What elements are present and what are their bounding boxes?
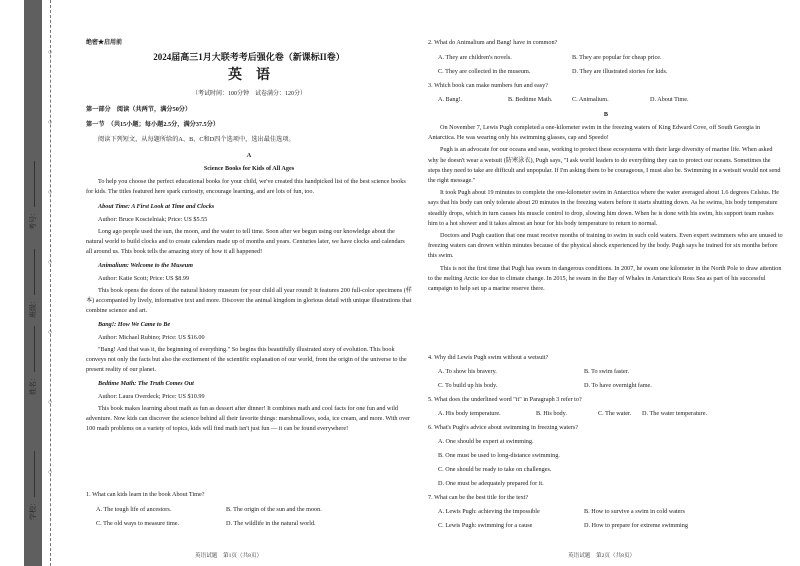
instruction: 阅读下列短文，从每题所给的A、B、C和D四个选项中，选出最佳选项。 <box>98 136 295 143</box>
book-description: "Bang! And that was it, the beginning of everything." So begins this beautifully illustrated story of evolution. This book conveys not only the facts but also the excitement of the scientific explanation of our world, from the origin of the universe to the present reality of our planet. <box>86 345 407 374</box>
intro-paragraph: To help you choose the perfect educational books for your child, we've created this handpicked list of the best science books for kids. The titles featured here spark curiosity, encourage learning, and are lots of fun, too. <box>86 178 406 196</box>
question-stem: 1. What can kids learn in the book About Time? <box>86 491 205 498</box>
section-heading: 第一节 （共15小题；每小题2.5分，满分37.5分） <box>86 121 220 128</box>
option-a[interactable]: A. Bang!. <box>438 96 463 103</box>
exam-title: 2024届高三1月大联考考后强化卷（新课标II卷） <box>153 52 345 62</box>
paragraph: This is not the first time that Pugh has swum in dangerous conditions. In 2007, he swam one kilometer in the North Pole to draw attention to the melting Arctic ice due to climate change. In 2015, he swam in the Bay of Whales in Antarctica's Ross Sea as part of his successful campaign to help set up a marine reserve there. <box>428 264 782 293</box>
option-a[interactable]: A. Lewis Pugh: achieving the impossible <box>438 508 540 515</box>
number-field: 考号： <box>28 190 38 230</box>
passage-body <box>428 123 784 294</box>
question-stem: 2. What do Animalium and Bang! have in common? <box>428 39 558 46</box>
book-author: Author: Bruce Koscielniak; Price: US $5.55 <box>98 215 208 223</box>
book-title: Bedtime Math: The Truth Comes Out <box>98 380 194 388</box>
book-title: Bang!: How We Came to Be <box>98 321 171 329</box>
passage-body <box>86 177 412 434</box>
seal-line <box>50 0 51 566</box>
subject-title: 英 语 <box>228 68 270 83</box>
option-c[interactable]: C. The old ways to measure time. <box>96 520 180 527</box>
option-b[interactable]: B. To swim faster. <box>584 368 629 375</box>
school-field: 学校： <box>28 480 38 520</box>
option-d[interactable]: D. They are illustrated stories for kids. <box>572 68 668 75</box>
name-field: 姓名： <box>28 355 38 395</box>
option-d[interactable]: D. One must be adequately prepared for it. <box>438 480 544 487</box>
option-a[interactable]: A. The tough life of ancestors. <box>96 506 172 513</box>
question-stem: 3. Which book can make numbers fun and easy? <box>428 82 548 89</box>
book-description: This book makes learning about math as fun as dessert after dinner! It combines math and cool facts for one fun and wild adventure. Now kids can discover the science behind all their favorite things: marshmallows, soda, ice cream, and more. With over 100 math problems on a variety of topics, kids will find math isn't just fun — it can be found everywhere! <box>86 404 411 433</box>
option-c[interactable]: C. To build up his body. <box>438 382 498 389</box>
option-c[interactable]: C. One should be ready to take on challenges. <box>438 466 552 473</box>
seal-circle: ○ <box>47 258 53 266</box>
option-d[interactable]: D. About Time. <box>650 96 689 103</box>
option-d[interactable]: D. The wildlife in the natural world. <box>226 520 316 527</box>
option-b[interactable]: B. Bedtime Math. <box>508 96 553 103</box>
book-title: About Time: A First Look at Time and Clocks <box>98 203 215 211</box>
passage-letter: B <box>603 111 609 118</box>
book-author: Author: Laura Overdeck; Price: US $10.99 <box>98 392 205 400</box>
book-author: Author: Katie Scott; Price: US $8.99 <box>98 274 190 282</box>
option-a[interactable]: A. One should be expert at swimming. <box>438 438 534 445</box>
option-c[interactable]: C. Lewis Pugh: swimming for a cause <box>438 522 533 529</box>
option-b[interactable]: B. One must be used to long-distance swimming. <box>438 452 560 459</box>
class-field: 班级： <box>28 278 38 318</box>
option-c[interactable]: C. The water. <box>598 410 632 417</box>
secret-label: 绝密★启用前 <box>86 40 123 46</box>
page-footer: 英语试题 第1页（共8页） <box>195 553 263 559</box>
book-author: Author: Michael Rubino; Price: US $16.00 <box>98 333 205 341</box>
option-a[interactable]: A. His body temperature. <box>438 410 501 417</box>
exam-info: （考试时间：100分钟 试卷满分：120分） <box>191 91 306 97</box>
question-stem: 6. What's Pugh's advice about swimming in freezing waters? <box>428 424 579 431</box>
option-d[interactable]: D. To have overnight fame. <box>584 382 652 389</box>
part-heading: 第一部分 阅读（共两节，满分50分） <box>86 106 192 113</box>
binding-strip <box>0 0 70 566</box>
seal-circle: ○ <box>47 328 53 336</box>
question-stem: 7. What can be the best title for the text? <box>428 494 529 501</box>
paragraph: It took Pugh about 19 minutes to complete the one-kilometer swim in Antarctica where the water averaged about 1.6 degrees Celsius. He says that his body can only tolerate about 20 minutes in the freezing waters before it starts shutting down. As he swims, his body temperature steadily drops, which in turn causes his muscle control to drop, slowing him down. When he is done with his swim, his support team rushes him to a hot shower and it takes almost an hour for his body temperature to return to normal. <box>428 189 780 227</box>
option-b[interactable]: B. The origin of the sun and the moon. <box>226 506 322 513</box>
paragraph: Pugh is an advocate for our oceans and seas, working to protect these ecosystems with their large diversity of marine life. When asked why he doesn't wear a wetsuit (防寒泳衣), Pugh says, "I ask world leaders to do everything they can to protect our oceans. Sometimes the steps they need to take are difficult and unpopular. If I'm asking them to be courageous, I must also be. Swimming in a wetsuit would not send the right message." <box>428 146 781 185</box>
option-d[interactable]: D. The water temperature. <box>642 410 707 417</box>
seal-circle: ○ <box>47 468 53 476</box>
seal-circle: ○ <box>47 118 53 126</box>
book-description: This book opens the doors of the natural history museum for your child all year round! It features 200 full-color specimens (样本) accompanied by lively, informative text and more. Discover the animal kingdom in glorious detail with unique illustrations that combine science and art. <box>86 286 412 315</box>
seal-circle: ○ <box>47 398 53 406</box>
question-stem: 5. What does the underlined word "it" in Paragraph 3 refer to? <box>428 396 582 403</box>
book-title: Animalium: Welcome to the Museum <box>98 262 193 270</box>
option-a[interactable]: A. They are children's novels. <box>438 54 512 61</box>
page-footer: 英语试题 第2页（共8页） <box>568 553 636 559</box>
option-b[interactable]: B. His body. <box>536 410 567 417</box>
passage-letter: A <box>246 152 252 159</box>
book-description: Long ago people used the sun, the moon, and the water to tell time. Soon after we begun using our knowledge about the natural world to build clocks and to create calendars made up of months and years. Centuries later, we have clocks and calendars all around us. This book tells the amazing story of how it all happened! <box>86 227 405 256</box>
question-stem: 4. Why did Lewis Pugh swim without a wetsuit? <box>428 354 549 361</box>
paragraph: On November 7, Lewis Pugh completed a one-kilometer swim in the freezing waters of King Edward Cove, off South Georgia in Antarctica. He was wearing only his swimming glasses, cap and Speedo! <box>428 124 761 142</box>
seal-circle: ○ <box>47 48 53 56</box>
option-d[interactable]: D. How to prepare for extreme swimming <box>584 522 688 529</box>
option-b[interactable]: B. How to survive a swim in cold waters <box>584 508 685 515</box>
option-c[interactable]: C. Animalium. <box>572 96 609 103</box>
paragraph: Doctors and Pugh caution that one must receive months of training to swim in such cold waters. Even expert swimmers who are unused to freezing waters can drown within minutes because of the physical shock experienced by the body. Pugh says he trained for six months before this swim. <box>428 232 783 260</box>
option-a[interactable]: A. To show his bravery. <box>438 368 497 375</box>
seal-circle: ○ <box>47 188 53 196</box>
option-c[interactable]: C. They are collected in the museum. <box>438 68 531 75</box>
passage-title: Science Books for Kids of All Ages <box>203 165 295 172</box>
option-b[interactable]: B. They are popular for cheap price. <box>572 54 662 61</box>
